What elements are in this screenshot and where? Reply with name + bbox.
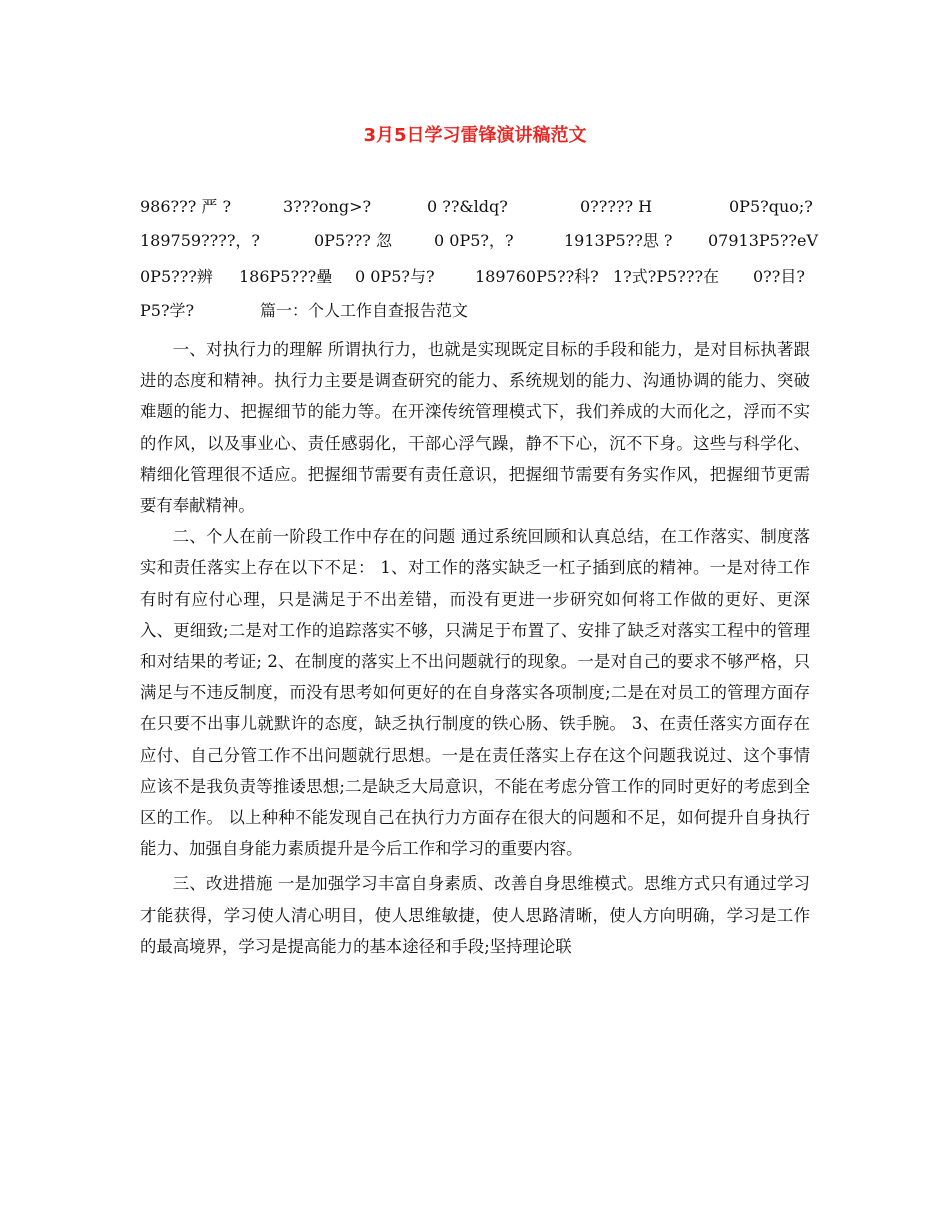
garbled-fragment: 0??目? [753,267,805,286]
paragraph-2: 二、个人在前一阶段工作中存在的问题 通过系统回顾和认真总结，在工作落实、制度落实和责任落实上存在以下不足： 1、对工作的落实缺乏一杠子插到底的精神。一是对待工作有时有应付心理，只是满足于不出差错，而没有更进一步研究如何将工作做的更好、更深入、更细致;二是对工作的追踪落实不够，只满足于布置了、安排了缺乏对落实工程中的管理和对结果的考证; 2、在制度的落实上不出问题就行的现象。一是对自己的要求不够严格，只满足与不违反制度，而没有思考如何更好的在自身落实各项制度;二是在对员工的管理方面存在只要不出事儿就默许的态度，缺乏执行制度的铁心肠、铁手腕。 3、在责任落实方面存在应付、自己分管工作不出问题就行思想。一是在责任落实上存在这个问题我说过、这个事情应该不是我负责等推诿思想;二是缺乏大局意识，不能在考虑分管工作的同时更好的考虑到全区的工作。 以上种种不能发现自己在执行力方面存在很大的问题和不足，如何提升自身执行能力、加强自身能力素质提升是今后工作和学习的重要内容。 [140,527,810,859]
garbled-fragment: 0????? H [580,197,653,216]
garbled-fragment: 0 ??&ldq? [427,197,508,216]
document-title: 3月5日学习雷锋演讲稿范文 [363,125,587,146]
garbled-fragment: 186P5???壘 [239,267,333,286]
paragraph-1: 一、对执行力的理解 所谓执行力，也就是实现既定目标的手段和能力，是对目标执著跟进的态度和精神。执行力主要是调查研究的能力、系统规划的能力、沟通协调的能力、突破难题的能力、把握细节的能力等。在开滦传统管理模式下，我们养成的大而化之，浮而不实的作风，以及事业心、责任感弱化，干部心浮气躁，静不下心，沉不下身。这些与科学化、精细化管理很不适应。把握细节需要有责任意识，把握细节需要有务实作风，把握细节更需要有奉献精神。 [140,340,810,516]
garbled-fragment: 986??? 严 ? [140,197,232,216]
garbled-fragment: 0 0P5?，? [434,231,514,250]
garbled-fragment: 0 0P5?与? [355,267,435,286]
garbled-fragment: 0P5???辨 [140,267,213,286]
document-body [140,334,810,962]
garbled-fragment: P5?学? [140,301,195,320]
garbled-fragment: 0P5??? 忽 [314,231,392,250]
garbled-fragment: 189760P5??科? [475,267,599,286]
garbled-fragment: 189759????，? [140,231,260,250]
paragraph-3: 三、改进措施 一是加强学习丰富自身素质、改善自身思维模式。思维方式只有通过学习才能获得，学习使人清心明目，使人思维敏捷，使人思路清晰，使人方向明确，学习是工作的最高境界，学习是提高能力的基本途径和手段;坚持理论联 [140,874,810,956]
garbled-fragment: 1913P5??思 ? [564,231,673,250]
garbled-fragment: 3???ong>? [283,197,372,216]
garbled-fragment: 07913P5??eV [708,231,819,250]
garbled-fragment: 1?式?P5???在 [613,267,720,286]
garbled-fragment: 0P5?quo;? [729,197,813,216]
section-heading: 篇一：个人工作自查报告范文 [260,301,469,320]
